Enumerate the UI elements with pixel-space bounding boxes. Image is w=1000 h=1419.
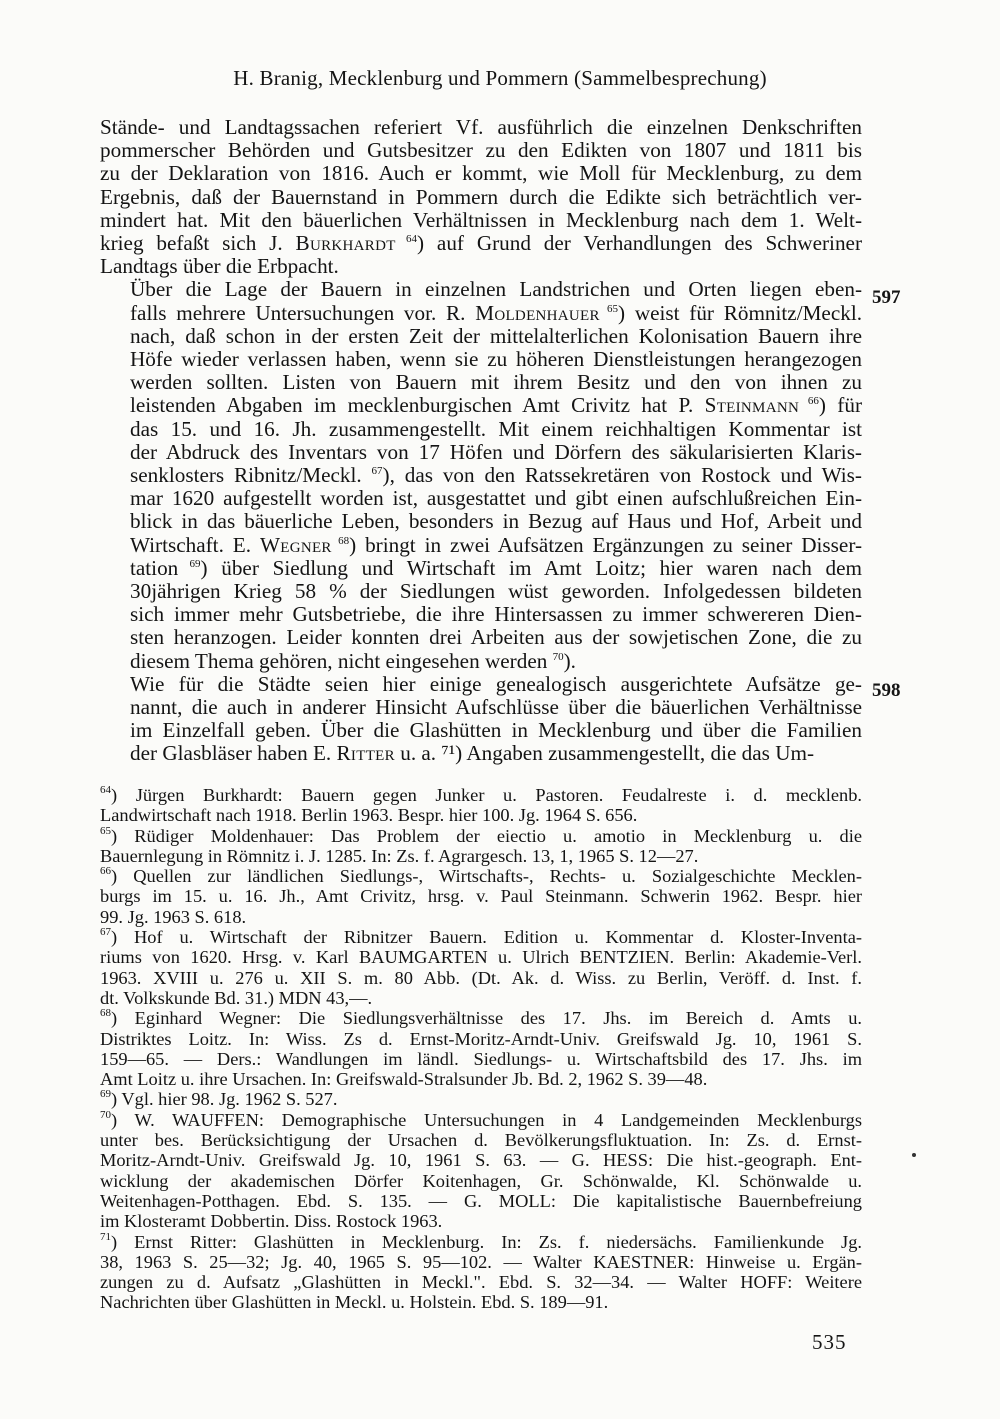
footnote-64 [100,785,862,826]
text-line: Landtags über die Erbpacht. [100,254,339,279]
text-segment: ) für [818,393,863,418]
footnote-line: Distriktes Loitz. In: Wiss. Zs d. Ernst-Moritz-Arndt-Univ. Greifswald Jg. 10, 1961 S. [100,1028,862,1049]
text-segment: ). [563,648,576,673]
text-line [100,742,862,765]
text-segment: der Glasbläser haben E. [130,741,337,766]
footnote-line: dt. Volkskunde Bd. 31.) MDN 43,—. [100,987,373,1008]
author-name: Moldenhauer [475,300,600,325]
text-segment: tation [130,555,179,580]
paragraph-3 [100,673,862,766]
footnote-text: ) Rüdiger Moldenhauer: Das Problem der eiectio u. amotio in Mecklenburg u. die [111,825,862,846]
text-line: Höfe wieder verlassen haben, wenn sie zu höheren Dienstleistungen herangezogen [130,347,862,372]
text-segment: Wirtschaft. E. [130,532,260,557]
paragraph-1 [100,116,862,278]
footnote-line [100,1008,862,1028]
footnote-71 [100,1232,862,1313]
footnote-number: 64 [100,784,111,796]
text-line [100,232,862,255]
footnote-67 [100,927,862,1008]
footnote-line: unter bes. Berücksichtigung der Ursachen d. Bevölkerungsfluktuation. In: Zs. d. Ernst- [100,1130,862,1151]
footnote-65 [100,826,862,867]
footnote-line [100,1110,862,1130]
page-number: 535 [812,1330,847,1354]
text-line [100,302,862,325]
footnote-line: zungen zu d. Aufsatz „Glashütten in Meckl.". Ebd. S. 32—34. — Walter HOFF: Weitere [100,1272,862,1293]
text-line: 30jährigen Krieg 58 % der Siedlungen wüst geworden. Infolgedessen bildeten [130,579,862,604]
text-line: sich immer mehr Gutsbetriebe, die ihre Hintersassen zu immer schwereren Dien- [130,602,862,627]
text-line: zu der Deklaration von 1816. Auch er kommt, wie Moll für Mecklenburg, zu dem [100,161,862,186]
text-line: sten heranzogen. Leider konnten drei Arbeiten aus der sowjetischen Zone, die zu [130,625,862,650]
footnote-number: 67 [100,926,111,939]
footnote-line [100,1232,862,1252]
text-line: werden sollten. Listen von Bauern mit ihrem Besitz und den von ihnen zu [130,370,862,395]
text-line [100,394,862,417]
footnote-text: ) Vgl. hier 98. Jg. 1962 S. 527. [111,1089,338,1110]
text-line [100,534,862,557]
text-segment: ), das von den Ratssekretären von Rostock und Wis- [382,463,862,488]
footnote-line: 1963. XVIII u. 276 u. XII S. m. 80 Abb. (Dt. Ak. d. Wiss. zu Berlin, Veröff. d. Inst. f. [100,967,862,988]
footnote-line [100,826,862,846]
text-line: nannt, die auch in anderer Hinsicht Aufschlüsse über die bäuerlichen Verhältnisse [130,695,862,720]
text-line [100,557,862,580]
main-text [100,116,862,766]
author-name: Wegner [259,532,332,557]
text-segment: ) über Siedlung und Wirtschaft im Amt Loitz; hier waren nach dem [200,555,863,580]
footnote-line: 38, 1963 S. 25—32; Jg. 40, 1965 S. 95—102. — Walter KAESTNER: Hinweise u. Ergän- [100,1251,862,1272]
text-line: Wie für die Städte seien hier einige genealogisch ausgerichtete Aufsätze ge- [130,671,862,696]
text-line: Stände- und Landtagssachen referiert Vf. ausführlich die einzelnen Denkschriften [100,115,862,139]
text-segment: krieg befaßt sich J. [100,231,296,256]
footnote-68 [100,1008,862,1089]
footnote-text: ) W. WAUFFEN: Demographische Untersuchungen in 4 Landgemeinden Mecklenburgs [111,1109,862,1130]
text-line: im Einzelfall geben. Über die Glashütten in Mecklenburg und über die Familien [130,718,862,743]
text-line: Ergebnis, daß der Bauernstand in Pommern durch die Edikte sich beträchtlich ver- [100,184,862,209]
text-line [100,464,862,487]
text-line: mindert hat. Mit den bäuerlichen Verhältnissen in Mecklenburg nach dem 1. Welt- [100,207,862,232]
text-line: mar 1620 aufgestellt worden ist, ausgestattet und gibt einen aufschlußreichen Ein- [130,486,862,511]
text-segment: u. a. ⁷¹) Angaben zusammengestellt, die das Um- [394,741,815,766]
footnote-69 [100,1089,862,1109]
margin-number-598: 598 [872,680,901,701]
footnote-text: ) Eginhard Wegner: Die Siedlungsverhältnisse des 17. Jhs. im Bereich d. Amts u. [111,1008,862,1029]
text-segment: senklosters Ribnitz/Meckl. [130,463,372,488]
text-line: der Abdruck des Inventars von 17 Höfen und Dörfern des säkularisierten Klaris- [130,439,862,464]
text-segment: ) auf Grund der Verhandlungen des Schweriner [417,231,862,256]
footnote-line [100,1089,862,1109]
footnote-line: Nachrichten über Glashütten in Meckl. u. Holstein. Ebd. S. 189—91. [100,1292,609,1313]
footnote-text: ) Jürgen Burkhardt: Bauern gegen Junker u. Pastoren. Feudalreste i. d. mecklenb. [111,785,862,805]
footnote-ref: 70 [552,650,564,663]
text-line: blick in das bäuerliche Leben, besonders in Bezug auf Haus und Hof, Arbeit und [130,509,862,534]
footnote-line: burgs im 15. u. 16. Jh., Amt Crivitz, hrsg. v. Paul Steinmann. Schwerin 1962. Bespr. hier [100,886,862,907]
footnote-number: 69 [100,1088,111,1101]
text-segment: ) bringt in zwei Aufsätzen Ergänzungen zu seiner Disser- [349,532,863,557]
paragraph-2 [100,278,862,672]
footnote-line [100,785,862,805]
author-name: Burkhardt [295,231,396,256]
footnote-ref: 66 [799,395,819,408]
footnote-line [100,927,862,947]
footnote-number: 70 [100,1108,111,1121]
footnote-ref: 67 [371,465,383,478]
footnote-line: Amt Loitz u. ihre Ursachen. In: Greifswald-Stralsunder Jb. Bd. 2, 1962 S. 39—48. [100,1069,708,1090]
footnote-70 [100,1110,862,1232]
text-line: pommerscher Behörden und Gutsbesitzer zu den Edikten von 1807 und 1811 bis [100,138,862,163]
margin-number-597: 597 [872,287,901,308]
footnote-number: 71 [100,1230,111,1243]
footnote-text: ) Hof u. Wirtschaft der Ribnitzer Bauern. Edition u. Kommentar d. Kloster-Inventa- [111,927,862,948]
text-line: das 15. und 16. Jh. zusammengestellt. Mit einem reichhaltigen Kommentar ist [130,416,862,441]
footnote-ref: 69 [178,557,201,570]
footnote-line: riums von 1620. Hrsg. v. Karl BAUMGARTEN u. Ulrich BENTZIEN. Berlin: Akademie-Verl. [100,947,862,968]
footnotes [100,785,862,1313]
footnote-number: 68 [100,1007,111,1020]
footnote-line: Weitenhagen-Potthagen. Ebd. S. 135. — G. MOLL: Die kapitalistische Bauernbefreiung [100,1190,862,1211]
footnote-line: wicklung der akademischen Dörfer Koitenhagen, Gr. Schönwalde, Kl. Schönwalde u. [100,1170,862,1191]
footnote-ref: 64 [395,233,418,246]
text-line [100,650,862,673]
text-segment: falls mehrere Untersuchungen vor. R. [130,300,476,325]
footnote-66 [100,866,862,927]
text-line: Über die Lage der Bauern in einzelnen Landstrichen und Orten liegen eben- [130,277,862,302]
footnote-line: Bauernlegung in Römnitz i. J. 1285. In: Zs. f. Agrargesch. 13, 1, 1965 S. 12—27. [100,845,699,866]
footnote-ref: 68 [331,534,350,547]
footnote-text: ) Quellen zur ländlichen Siedlungs-, Wirtschafts-, Rechts- u. Sozialgeschichte Mecklen- [111,866,862,887]
running-head: H. Branig, Mecklenburg und Pommern (Sammelbesprechung) [233,66,767,90]
footnote-number: 65 [100,824,111,837]
text-line: nach, daß schon in der ersten Zeit der mittelalterlichen Kolonisation Bauern ihre [130,323,862,348]
text-segment: ) weist für Römnitz/Meckl. [618,300,863,325]
author-name: Steinmann [704,393,800,418]
author-name: Ritter [336,741,395,766]
footnote-line [100,866,862,886]
footnote-number: 66 [100,865,111,878]
footnote-line: Moritz-Arndt-Univ. Greifswald Jg. 10, 1961 S. 63. — G. HESS: Die hist.-geograph. Ent- [100,1150,862,1171]
footnote-line: 159—65. — Ders.: Wandlungen im ländl. Siedlungs- u. Wirtschaftsbild des 17. Jhs. im [100,1048,862,1069]
footnote-text: ) Ernst Ritter: Glashütten in Mecklenburg. In: Zs. f. niedersächs. Familienkunde Jg. [111,1231,862,1252]
scan-speck [912,1153,916,1157]
footnote-line: im Klosteramt Dobbertin. Diss. Rostock 1963. [100,1211,443,1232]
text-segment: leistenden Abgaben im mecklenburgischen Amt Crivitz hat P. [130,393,705,418]
footnote-line: 99. Jg. 1963 S. 618. [100,906,247,927]
footnote-line: Landwirtschaft nach 1918. Berlin 1963. Bespr. hier 100. Jg. 1964 S. 656. [100,805,638,826]
footnote-ref: 65 [599,302,619,315]
text-segment: diesem Thema gehören, nicht eingesehen werden [130,648,553,673]
